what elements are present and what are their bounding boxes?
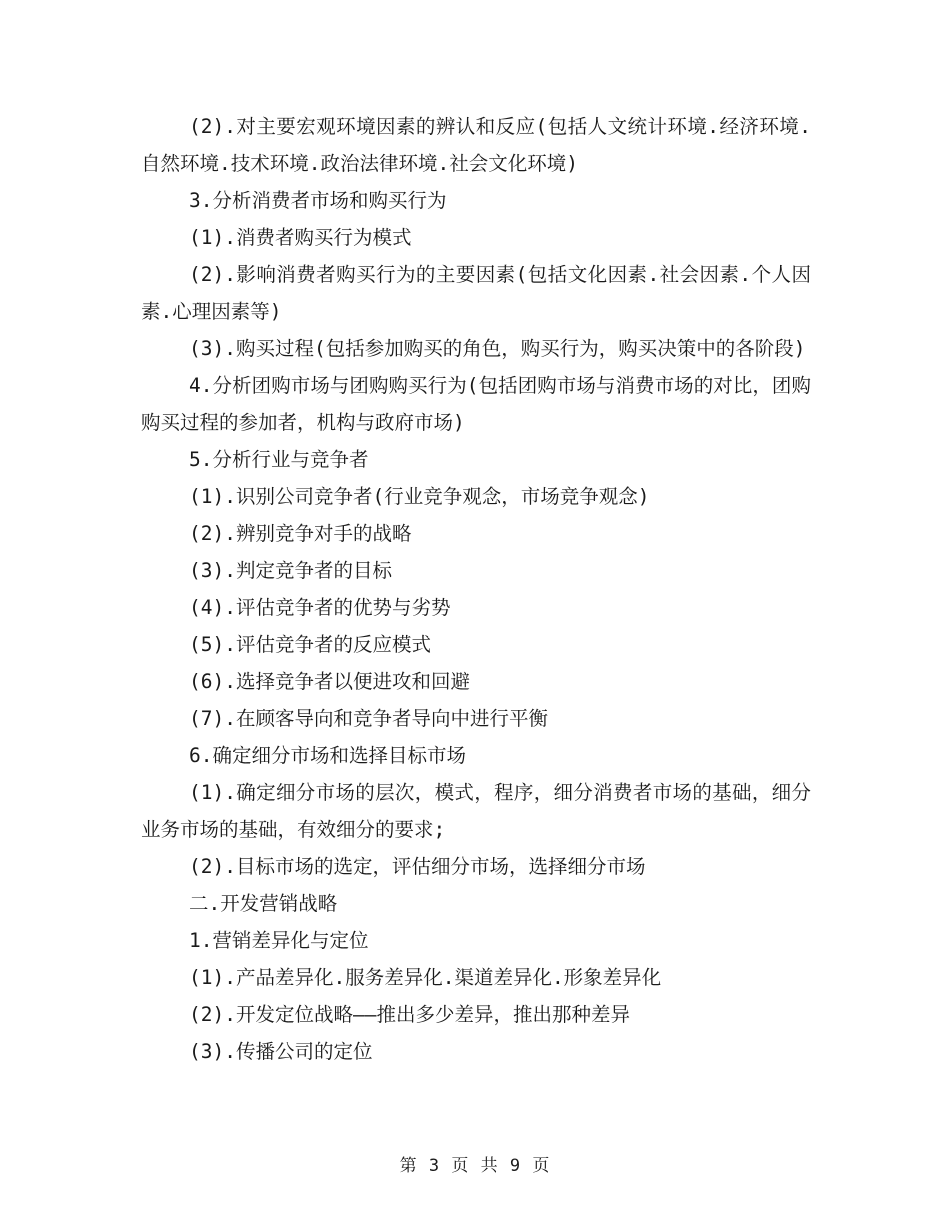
paragraph-7: 5.分析行业与竞争者 xyxy=(189,448,369,471)
paragraph-1: (2).对主要宏观环境因素的辨认和反应(包括人文统计环境.经济环境.自然环境.技术环境.政治法律环境.社会文化环境) xyxy=(141,115,811,175)
paragraph-16: (1).确定细分市场的层次，模式，程序，细分消费者市场的基础，细分业务市场的基础，有效细分的要求; xyxy=(141,781,811,841)
paragraph-9: (2).辨别竞争对手的战略 xyxy=(189,522,412,545)
paragraph-4: (2).影响消费者购买行为的主要因素(包括文化因素.社会因素.个人因素.心理因素等) xyxy=(141,263,811,323)
paragraph-15: 6.确定细分市场和选择目标市场 xyxy=(189,744,466,767)
paragraph-6: 4.分析团购市场与团购购买行为(包括团购市场与消费市场的对比，团购购买过程的参加者，机构与政府市场) xyxy=(141,374,811,434)
paragraph-14: (7).在顾客导向和竞争者导向中进行平衡 xyxy=(189,707,548,730)
paragraph-17: (2).目标市场的选定，评估细分市场，选择细分市场 xyxy=(189,855,646,878)
paragraph-5: (3).购买过程(包括参加购买的角色，购买行为，购买决策中的各阶段) xyxy=(189,337,806,360)
paragraph-2: 3.分析消费者市场和购买行为 xyxy=(189,189,447,212)
paragraph-11: (4).评估竞争者的优势与劣势 xyxy=(189,596,451,619)
paragraph-10: (3).判定竞争者的目标 xyxy=(189,559,392,582)
paragraph-22: (3).传播公司的定位 xyxy=(189,1040,373,1063)
paragraph-20: (1).产品差异化.服务差异化.渠道差异化.形象差异化 xyxy=(189,966,662,989)
page-number-footer: 第 3 页 共 9 页 xyxy=(399,1156,551,1176)
paragraph-19: 1.营销差异化与定位 xyxy=(189,929,369,952)
paragraph-21: (2).开发定位战略——推出多少差异，推出那种差异 xyxy=(189,1003,630,1026)
paragraph-18: 二.开发营销战略 xyxy=(189,892,338,915)
paragraph-3: (1).消费者购买行为模式 xyxy=(189,226,412,249)
paragraph-8: (1).识别公司竞争者(行业竞争观念，市场竞争观念) xyxy=(189,485,650,508)
page-body xyxy=(141,108,811,1070)
paragraph-13: (6).选择竞争者以便进攻和回避 xyxy=(189,670,470,693)
paragraph-12: (5).评估竞争者的反应模式 xyxy=(189,633,431,656)
